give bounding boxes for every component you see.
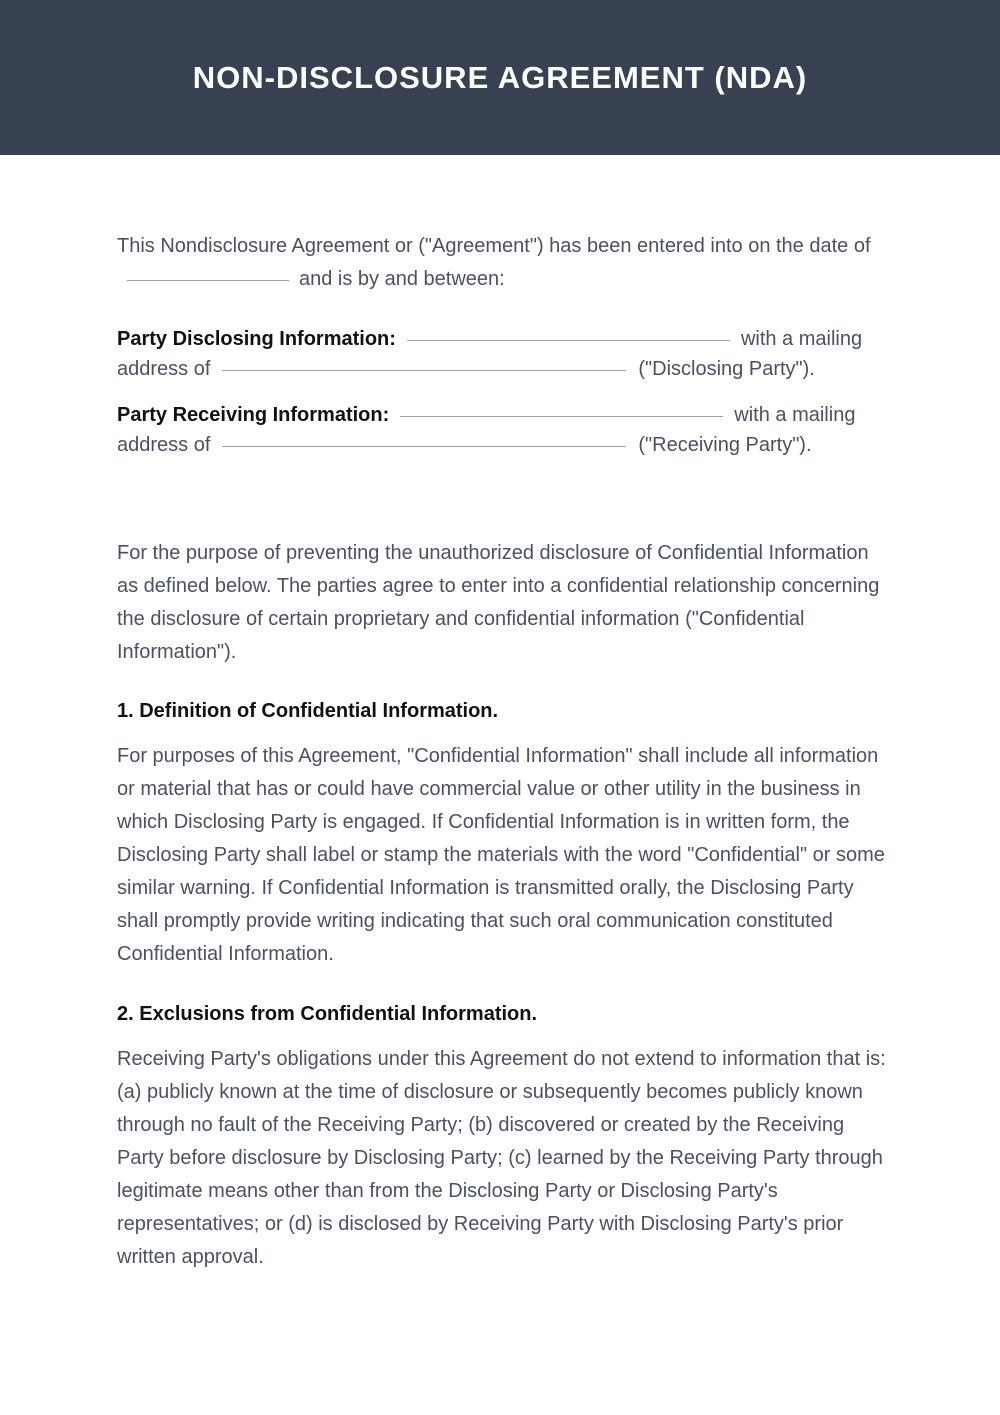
date-blank[interactable]	[127, 280, 289, 281]
receiving-party-end-text: ("Receiving Party").	[638, 434, 812, 456]
disclosing-party-address-blank[interactable]	[222, 370, 626, 371]
disclosing-party-label: Party Disclosing Information:	[117, 328, 396, 350]
section-1-body: For purposes of this Agreement, "Confidential Information" shall include all information or material that has or could have commercial value or other utility in the business in which Disclosing Party is engaged. If Confidential Information is in written form, the Disclosing Party shall label or stamp the materials with the word "Confidential" or some similar warning. If Confidential Information is transmitted orally, the Disclosing Party shall promptly provide writing indicating that such oral communication constituted Confidential Information.	[117, 745, 885, 965]
intro-text-start: This Nondisclosure Agreement or ("Agreement") has been entered into on the date of	[117, 235, 871, 257]
section-2-heading: 2. Exclusions from Confidential Information.	[117, 1003, 538, 1025]
disclosing-party-paragraph	[117, 324, 887, 384]
intro-text-end: and is by and between:	[299, 268, 505, 290]
disclosing-party-name-blank[interactable]	[407, 340, 730, 341]
section-2-body: Receiving Party's obligations under this Agreement do not extend to information that is: (a) publicly known at the time of disclosure or subsequently becomes publicly known through no fault of the Receiving Party; (b) discovered or created by the Receiving Party before disclosure by Disclosing Party; (c) learned by the Receiving Party through legitimate means other than from the Disclosing Party or Disclosing Party's representatives; or (d) is disclosed by Receiving Party with Disclosing Party's prior written approval.	[117, 1048, 886, 1268]
receiving-party-address-blank[interactable]	[222, 446, 626, 447]
disclosing-party-mid-text: with a mailing address of	[117, 328, 863, 380]
receiving-party-mid-text: with a mailing address of	[117, 404, 856, 456]
purpose-paragraph: For the purpose of preventing the unauthorized disclosure of Confidential Information as defined below. The parties agree to enter into a confidential relationship concerning the disclosure of certain proprietary and confidential information ("Confidential Information").	[117, 542, 880, 663]
receiving-party-paragraph	[117, 400, 887, 460]
receiving-party-label: Party Receiving Information:	[117, 404, 390, 426]
document-title: NON-DISCLOSURE AGREEMENT (NDA)	[192, 60, 808, 95]
intro-paragraph	[117, 230, 887, 296]
document-body	[117, 230, 887, 1274]
receiving-party-name-blank[interactable]	[400, 416, 723, 417]
disclosing-party-end-text: ("Disclosing Party").	[638, 358, 815, 380]
document-header	[0, 0, 1000, 155]
section-1-heading: 1. Definition of Confidential Information.	[117, 700, 499, 722]
